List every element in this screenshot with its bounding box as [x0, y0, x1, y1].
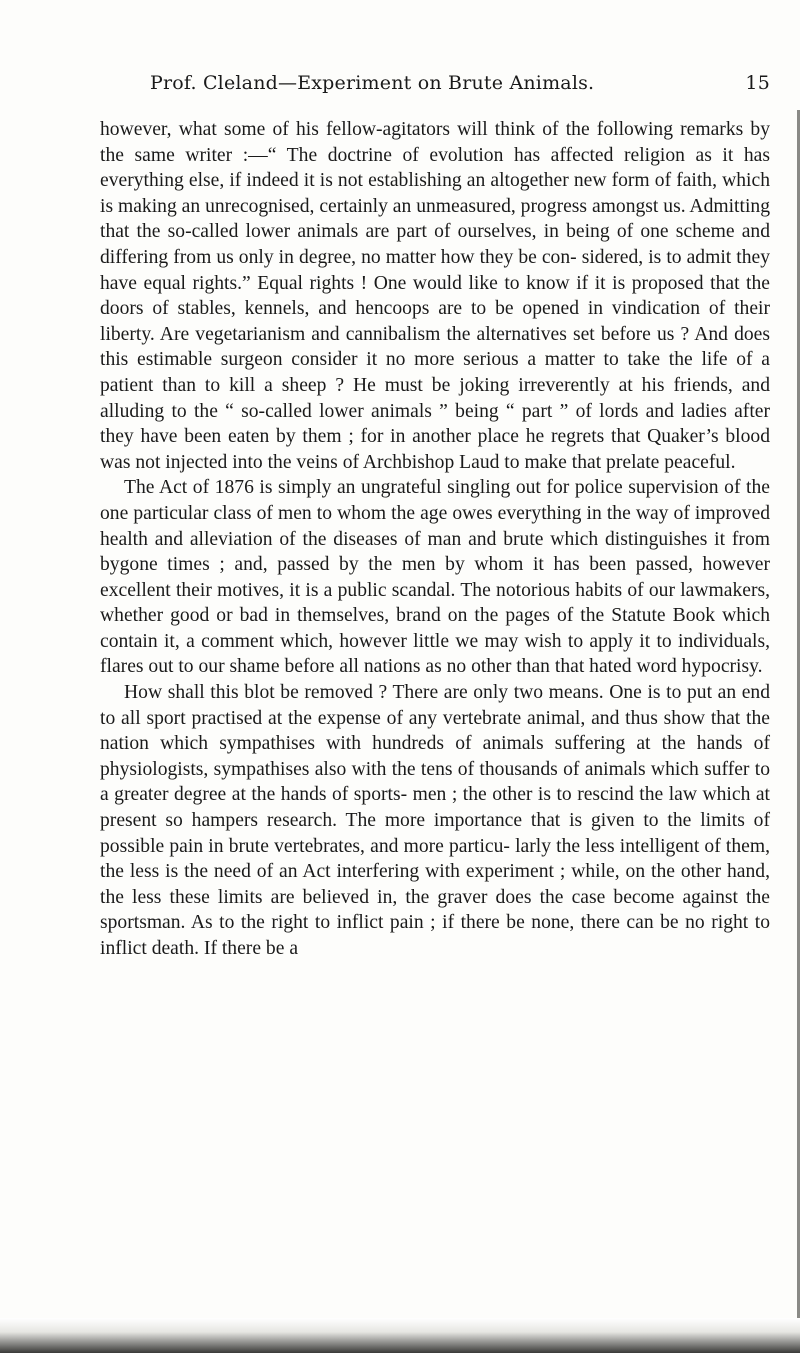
paragraph-3: How shall this blot be removed ? There are only two means. One is to put an end to all sport practised at the expense of any vertebrate animal, and thus show that the nation which sympathises with hundreds of animals suffering at the hands of physiologists, sympathises also with the tens of thousands of animals which suffer to a greater degree at the hands of sports- men ; the other is to rescind the law which at present so hampers research. The more importance that is given to the limits of possible pain in brute vertebrates, and more particu- larly the less intelligent of them, the less is the need of an Act interfering with experiment ; while, on the other hand, the less these limits are believed in, the graver does the case become against the sportsman. As to the right to inflict pain ; if there be none, there can be no right to inflict death. If there be a	[100, 682, 770, 959]
paragraph-1: however, what some of his fellow-agitators will think of the following remarks by the same writer :—“ The doctrine of evolution has affected religion as it has everything else, if indeed it is not establishing an altogether new form of faith, which is making an unrecognised, certainly an unmeasured, progress amongst us. Admitting that the so-called lower animals are part of ourselves, in being of one scheme and differing from us only in degree, no matter how they be con- sidered, is to admit they have equal rights.” Equal rights ! One would like to know if it is proposed that the doors of stables, kennels, and hencoops are to be opened in vindication of their liberty. Are vegetarianism and cannibalism the alternatives set before us ? And does this estimable surgeon consider it no more serious a matter to take the life of a patient than to kill a sheep ? He must be joking irreverently at his friends, and alluding to the “ so-called lower animals ” being “ part ” of lords and ladies after they have been eaten by them ; for in another place he regrets that Quaker’s blood was not injected into the veins of Archbishop Laud to make that prelate peaceful.	[100, 119, 770, 473]
scan-bottom-edge	[0, 1318, 800, 1353]
page-number: 15	[745, 72, 770, 94]
body-text	[100, 117, 770, 962]
page-header	[150, 72, 770, 102]
paragraph-2: The Act of 1876 is simply an ungrateful singling out for police supervision of the one particular class of men to whom the age owes everything in the way of improved health and alleviation of the diseases of man and brute which distinguishes it from bygone times ; and, passed by the men by whom it has been passed, however excellent their motives, it is a public scandal. The notorious habits of our lawmakers, whether good or bad in themselves, brand on the pages of the Statute Book which contain it, a comment which, however little we may wish to apply it to individuals, flares out to our shame before all nations as no other than that hated word hypocrisy.	[100, 477, 770, 678]
running-head: Prof. Cleland—Experiment on Brute Animals.	[150, 72, 595, 94]
